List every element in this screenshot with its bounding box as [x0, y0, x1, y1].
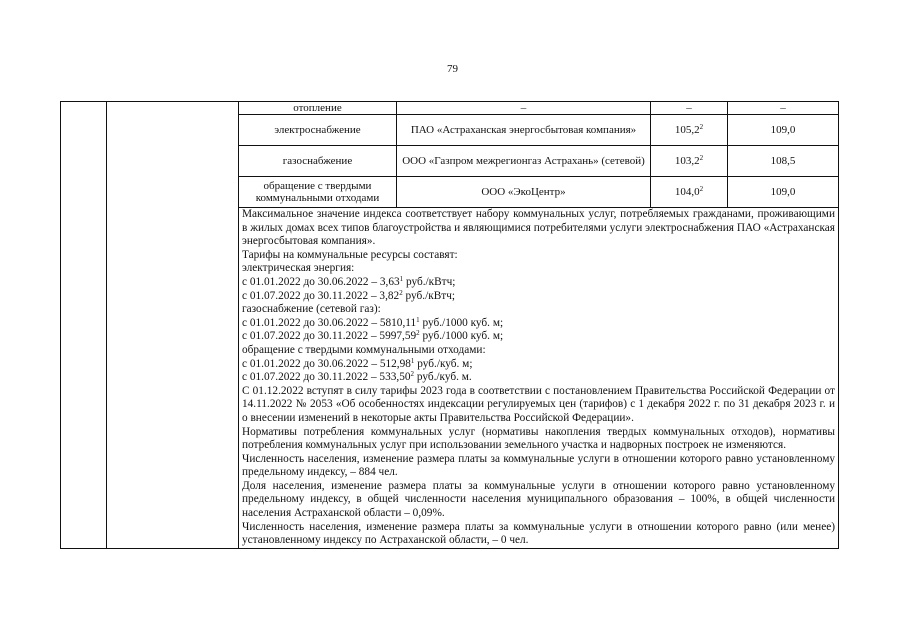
gas-title: газоснабжение (сетевой газ): — [242, 303, 381, 316]
footnote-mark: 2 — [399, 288, 403, 297]
index-cell — [651, 146, 728, 177]
supplier-cell: ПАО «Астраханская энергосбытовая компания» — [397, 115, 651, 146]
next-index-cell: – — [728, 102, 839, 115]
index-value: 105,2 — [674, 124, 700, 136]
tariff-line: с 01.01.2022 до 30.06.2022 – 3,63$^1$ руб./кВтч; — [242, 274, 456, 288]
next-index-cell: 109,0 — [728, 177, 839, 208]
footnote-mark: 1 — [410, 356, 415, 365]
footnote-mark: 2 — [416, 329, 420, 338]
service-cell: обращение с твердыми коммунальными отходами — [239, 177, 397, 208]
index-cell: – — [651, 102, 728, 115]
notes-cell — [239, 208, 839, 549]
tariff-line: с 01.07.2022 до 30.11.2022 – 3,82$^2$ руб./кВтч; — [242, 288, 456, 302]
tariff-line: с 01.01.2022 до 30.06.2022 – 512,98$^1$ руб./куб. м; — [242, 356, 473, 370]
service-cell: отопление — [239, 102, 397, 115]
table-row — [61, 102, 839, 115]
population-share-note: Доля населения, изменение размера платы за коммунальные услуги в отношении которого равно установленному предельному индексу, в общей численности населения муниципального образования – 100%, в общей численности населения Астраханской области – 0,09%. — [242, 479, 835, 520]
next-index-cell: 108,5 — [728, 146, 839, 177]
footnote-mark: 1 — [399, 274, 404, 283]
max-index-note: Максимальное значение индекса соответствует набору коммунальных услуг, потребляемых гражданами, проживающими в жилых домах всех типов благоустройства и являющимися потребителями услуги электроснабжения ПАО «Астраханская энергосбытовая компания». — [242, 208, 835, 248]
index-cell — [651, 177, 728, 208]
footnote-mark: 1 — [416, 315, 420, 324]
supplier-cell: ООО «Газпром межрегионгаз Астрахань» (сетевой) — [397, 146, 651, 177]
norms-note: Нормативы потребления коммунальных услуг (нормативы накопления твердых коммунальных отходов), нормативы потребления коммунальных услуг при использовании земельного участка и надворных построек не изменяются. — [242, 425, 835, 452]
supplier-cell: ООО «ЭкоЦентр» — [397, 177, 651, 208]
index-value: 103,2 — [674, 155, 700, 167]
population-region-note: Численность населения, изменение размера платы за коммунальные услуги в отношении которого равно (или менее) установленному индексу по Астраханской области, – 0 чел. — [242, 520, 835, 547]
electricity-title: электрическая энергия: — [242, 262, 355, 275]
service-cell: газоснабжение — [239, 146, 397, 177]
supplier-cell: – — [397, 102, 651, 115]
index-value: 104,0 — [674, 186, 700, 198]
footnote-mark: 2 — [699, 154, 704, 162]
number-cell — [61, 102, 107, 549]
waste-title: обращение с твердыми коммунальными отходами: — [242, 343, 486, 356]
tariffs-intro: Тарифы на коммунальные ресурсы составят: — [242, 248, 458, 261]
tariff-line: с 01.07.2022 до 30.11.2022 – 5997,59$^2$ руб./1000 куб. м; — [242, 329, 504, 343]
index-cell — [651, 115, 728, 146]
utility-tariff-table — [60, 101, 839, 549]
municipality-cell — [107, 102, 239, 549]
population-equal-note: Численность населения, изменение размера платы за коммунальные услуги в отношении которого равно установленному предельному индексу, – 884 чел. — [242, 452, 835, 479]
footnote-mark: 2 — [699, 185, 704, 193]
footnote-mark: 2 — [410, 370, 414, 379]
footnote-mark: 2 — [699, 123, 704, 131]
next-index-cell: 109,0 — [728, 115, 839, 146]
service-cell: электроснабжение — [239, 115, 397, 146]
page-number: 79 — [447, 63, 458, 75]
tariff-line: с 01.01.2022 до 30.06.2022 – 5810,11$^1$ руб./1000 куб. м; — [242, 315, 504, 329]
decree-note: С 01.12.2022 вступят в силу тарифы 2023 года в соответствии с постановлением Правительства Российской Федерации от 14.11.2022 № 2053 «Об особенностях индексации регулируемых цен (тарифов) с 1 декабря 2022 г. по 31 декабря 2023 г. и о внесении изменений в некоторые акты Правительства Российской Федерации». — [242, 384, 835, 424]
tariff-line: с 01.07.2022 до 30.11.2022 – 533,50$^2$ руб./куб. м. — [242, 370, 472, 384]
